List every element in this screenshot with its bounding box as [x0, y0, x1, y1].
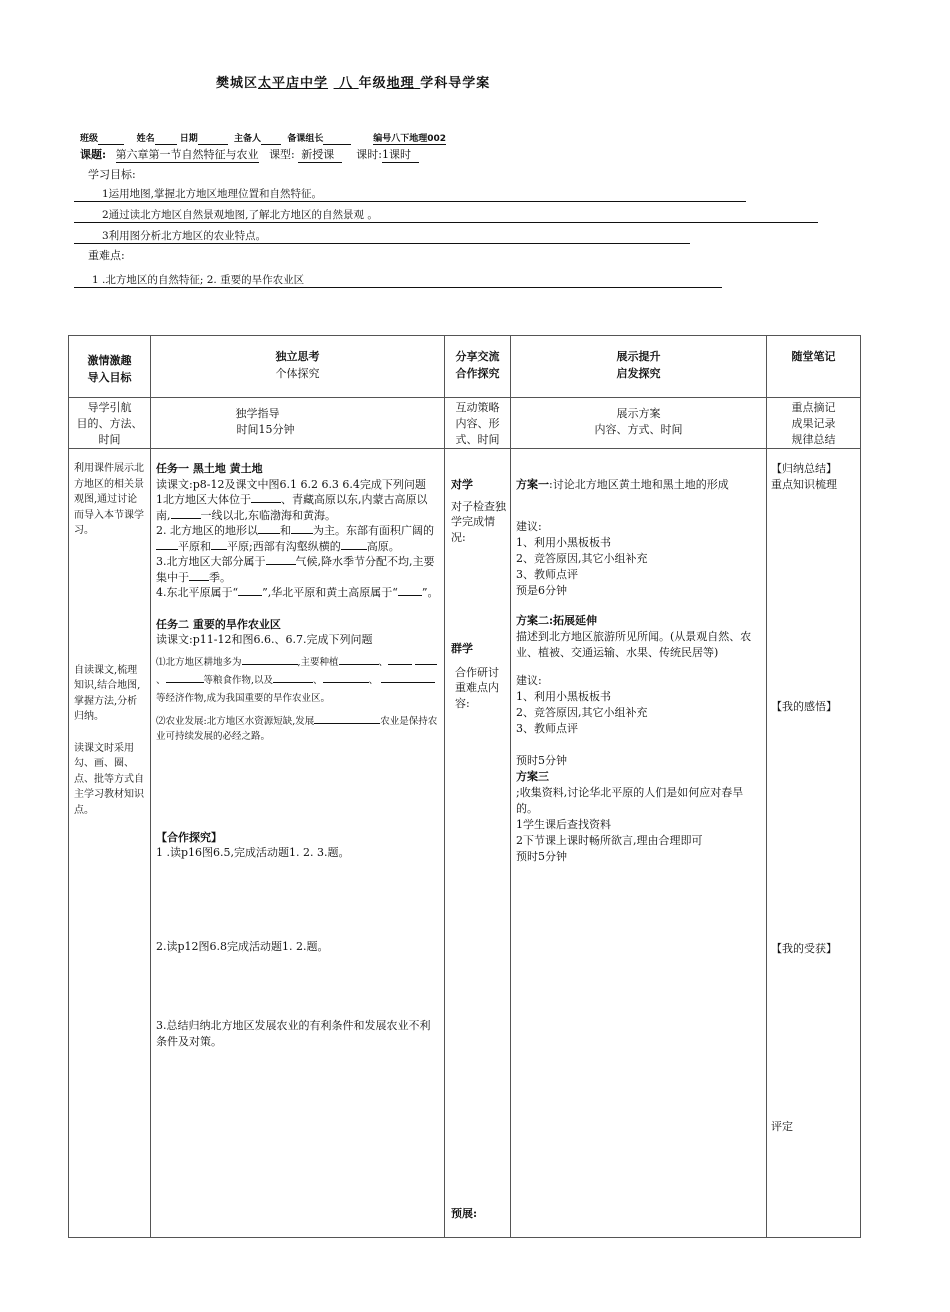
hours-value: 1课时 [382, 146, 419, 163]
title-suffix: 学科导学案 [420, 76, 491, 91]
task1-title: 任务一 黑土地 黄土地 [156, 462, 263, 475]
guide-intro: 利用课件展示北方地区的相关景观图,通过讨论而导入本节课学习。 [74, 463, 144, 536]
subquestion-2: ⑵农业发展:北方地区水资源短缺,发展 农业是保持农业可持续发展的必经之路。 [156, 715, 438, 742]
plan-2-title: 方案二:拓展延伸 [516, 614, 598, 627]
subheader-col2: 独学指导 时间15分钟 [151, 398, 445, 449]
type-value: 新授课 [298, 146, 342, 163]
evaluation-label: 评定 [771, 1120, 793, 1133]
question-4: 4.东北平原属于“ ”,华北平原和黄土高原属于“ ”。 [156, 586, 439, 599]
gain-heading: 【我的受获】 [771, 942, 837, 955]
page-title [216, 72, 490, 91]
task1-intro: 读课文:p8-12及课文中图6.1 6.2 6.3 6.4完成下列问题 [156, 477, 426, 491]
subquestion-1: ⑴北方地区耕地多为 ,主要种植 、 、 等粮食作物,以及 、 、 等经济作物,成为我国重要的旱作农业区。 [156, 654, 440, 708]
insight-heading: 【我的感悟】 [771, 700, 837, 713]
plan-2-time: 预时5分钟 [516, 754, 567, 767]
title-district: 樊城区 [216, 76, 259, 91]
doc-code: 编号八下地理002 [373, 131, 446, 145]
header-col4: 展示提升 启发探究 [511, 336, 767, 398]
group-study-text: 合作研讨重难点内容: [455, 665, 499, 710]
title-school: 太平店中学 [258, 76, 329, 91]
goal-item: 2通过读北方地区自然景观地图,了解北方地区的自然景观 。 [74, 207, 818, 223]
date-label: 日期 [179, 134, 198, 144]
interaction-column [445, 449, 511, 1238]
topic-value: 第六章第一节自然特征与农业 [115, 148, 259, 161]
coop-item-1: 1 .读p16图6.5,完成活动题1. 2. 3.题。 [156, 846, 350, 859]
goals-heading: 学习目标: [88, 168, 136, 181]
header-col5: 随堂笔记 [767, 336, 861, 398]
preparer-label: 主备人 [234, 134, 262, 144]
preview-label: 预展: [451, 1206, 478, 1220]
meta-line [80, 131, 446, 145]
topic-label: 课题: [80, 148, 107, 161]
coop-title: 【合作探究】 [156, 830, 222, 844]
header-col1: 激情激趣 导入目标 [69, 336, 151, 398]
guide-column [69, 449, 151, 1238]
independent-study-column [151, 449, 445, 1238]
coop-item-3: 3.总结归纳北方地区发展农业的有利条件和发展农业不利条件及对策。 [156, 1019, 431, 1048]
task2-title: 任务二 重要的旱作农业区 [156, 617, 281, 631]
class-label: 班级 [80, 134, 99, 144]
title-grade: 八 [339, 76, 354, 91]
coop-item-2: 2.读p12图6.8完成活动题1. 2.题。 [156, 939, 329, 953]
task2-intro: 读课文:p11-12和图6.6.、6.7.完成下列问题 [156, 633, 373, 646]
subheader-col3: 互动策略 内容、形 式、时间 [445, 398, 511, 449]
group-study-title: 群学 [451, 642, 473, 655]
subheader-col4: 展示方案 内容、方式、时间 [511, 398, 767, 449]
guide-method: 读课文时采用勾、画、圈、点、批等方式自主学习教材知识点。 [74, 742, 144, 816]
name-label: 姓名 [136, 134, 155, 144]
summary-heading: 【归纳总结】 [771, 462, 837, 475]
plan-3-text: ;收集资料,讨论华北平原的人们是如何应对春旱的。 [516, 786, 744, 815]
hours-label: 课时: [356, 148, 382, 161]
plan-1-suggestions: 建议: 1、利用小黑板板书 2、竞答原因,其它小组补充 3、教师点评 预是6分钟 [516, 520, 648, 597]
pair-study-title: 对学 [451, 478, 473, 491]
header-col3: 分享交流 合作探究 [445, 336, 511, 398]
keypoints-text: 1 .北方地区的自然特征; 2. 重要的旱作农业区 [74, 272, 722, 288]
plan-2-suggestions: 建议: 1、利用小黑板板书 2、竞答原因,其它小组补充 3、教师点评 [516, 674, 648, 735]
presentation-column [511, 449, 767, 1238]
lesson-plan-table [68, 335, 861, 1238]
plan-2-text: 描述到北方地区旅游所见所闻。(从景观自然、农业、植被、交通运输、水果、传统民居等) [516, 630, 752, 659]
question-1: 1北方地区大体位于 、青藏高原以东,内蒙古高原以南, 一线以北,东临渤海和黄海。 [156, 493, 428, 522]
subheader-col5: 重点摘记 成果记录 规律总结 [767, 398, 861, 449]
plan-3-title: 方案三 [516, 770, 549, 783]
guide-reading: 自读课文,梳理知识,结合地图,掌握方法,分析归纳。 [74, 664, 141, 722]
summary-sub: 重点知识梳理 [771, 478, 837, 491]
subheader-col1: 导学引航 目的、方法、 时间 [69, 398, 151, 449]
question-3: 3.北方地区大部分属于 气候,降水季节分配不均,主要集中于 季。 [156, 555, 435, 584]
notes-column [767, 449, 861, 1238]
lesson-line [80, 146, 419, 163]
title-subject: 地理 [386, 76, 415, 91]
goal-item: 3利用图分析北方地区的农业特点。 [74, 228, 690, 244]
plan-1: 方案一:讨论北方地区黄土地和黑土地的形成 [516, 478, 729, 491]
title-grade-label: 年级 [358, 76, 387, 91]
type-label: 课型: [269, 148, 295, 161]
group-leader-label: 备课组长 [287, 134, 324, 144]
plan-3-items: 1学生课后查找资料 2下节课上课时畅所欲言,理由合理即可 预时5分钟 [516, 818, 703, 863]
keypoints-heading: 重难点: [88, 249, 125, 262]
header-col2: 独立思考 个体探究 [151, 336, 445, 398]
question-2: 2. 北方地区的地形以 和 为主。东部有面积广阔的平原和 平原;西部有沟壑纵横的 高原。 [156, 524, 434, 553]
pair-study-text: 对子检查独学完成情况: [451, 499, 506, 544]
goal-item: 1运用地图,掌握北方地区地理位置和自然特征。 [74, 186, 746, 202]
